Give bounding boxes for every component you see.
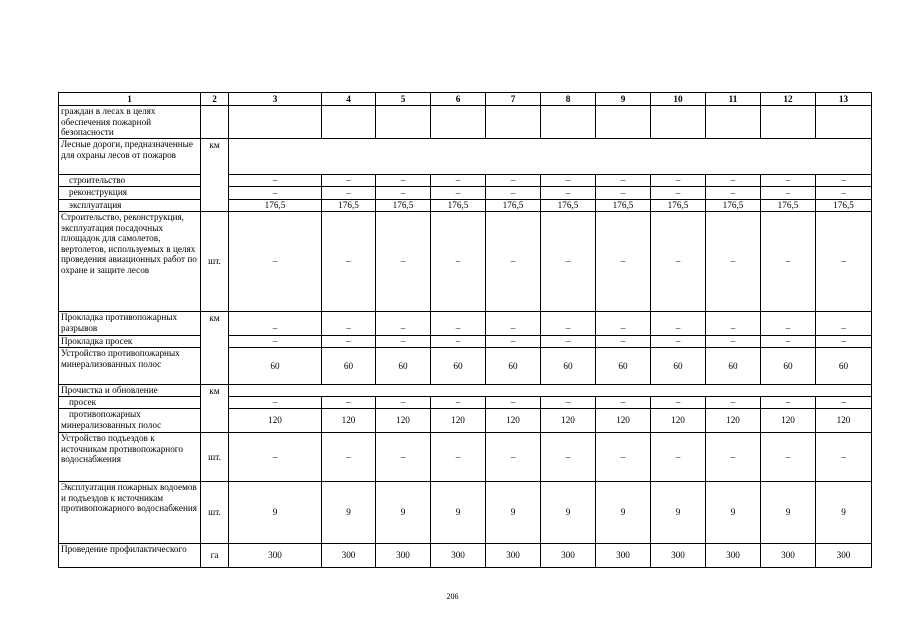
row-unit — [201, 200, 229, 212]
table-cell: – — [596, 312, 651, 336]
table-cell: – — [376, 212, 431, 312]
table-cell: 9 — [322, 482, 376, 544]
table-cell: – — [229, 312, 322, 336]
table-cell: 9 — [541, 482, 596, 544]
table-cell: 60 — [761, 348, 816, 385]
table-cell: – — [816, 187, 872, 200]
table-cell: – — [706, 187, 761, 200]
table-cell: 176,5 — [322, 200, 376, 212]
forest-fire-measures-table — [58, 92, 872, 568]
table-cell: – — [322, 433, 376, 482]
table-cell: 120 — [486, 409, 541, 433]
column-header: 9 — [596, 93, 651, 106]
table-cell: – — [706, 433, 761, 482]
row-unit: шт. — [201, 433, 229, 482]
row-unit: км — [201, 312, 229, 336]
table-cell: 120 — [596, 409, 651, 433]
table-cell: – — [486, 312, 541, 336]
table-cell: – — [322, 312, 376, 336]
table-row — [59, 409, 872, 433]
table-cell: 9 — [816, 482, 872, 544]
column-header: 5 — [376, 93, 431, 106]
row-name: граждан в лесах в целях обеспечения пожарной безопасности — [59, 106, 201, 139]
table-cell: – — [541, 433, 596, 482]
table-row — [59, 175, 872, 187]
table-cell: – — [706, 212, 761, 312]
table-cell: 300 — [486, 544, 541, 568]
table-cell: 120 — [541, 409, 596, 433]
header-row — [59, 93, 872, 106]
row-unit — [201, 397, 229, 409]
row-unit — [201, 348, 229, 385]
page-number: 206 — [446, 592, 459, 601]
table-cell: – — [706, 336, 761, 348]
column-header: 10 — [651, 93, 706, 106]
table-row — [59, 106, 872, 139]
table-cell: 300 — [229, 544, 322, 568]
table-cell: – — [322, 187, 376, 200]
table-cell: 300 — [376, 544, 431, 568]
table-cell: – — [229, 212, 322, 312]
row-unit — [201, 175, 229, 187]
table-cell: 300 — [596, 544, 651, 568]
table-cell: 176,5 — [541, 200, 596, 212]
row-name: Прочистка и обновление — [59, 385, 201, 397]
table-cell — [229, 106, 322, 139]
row-unit — [201, 336, 229, 348]
table-cell: – — [596, 212, 651, 312]
table-cell: – — [431, 397, 486, 409]
table-cell: – — [761, 433, 816, 482]
table-cell: 120 — [706, 409, 761, 433]
table-cell: 60 — [229, 348, 322, 385]
table-cell — [541, 106, 596, 139]
table-cell: – — [651, 187, 706, 200]
table-row — [59, 336, 872, 348]
row-name: Эксплуатация пожарных водоемов и подъездов к источникам противопожарного водоснабжения — [59, 482, 201, 544]
table-cell-merged — [229, 139, 872, 175]
table-cell: – — [816, 212, 872, 312]
table-cell: – — [706, 397, 761, 409]
table-cell: 120 — [761, 409, 816, 433]
row-name: Устройство противопожарных минерализованных полос — [59, 348, 201, 385]
table-cell: 60 — [322, 348, 376, 385]
table-row — [59, 385, 872, 397]
row-unit: км — [201, 385, 229, 397]
row-name: просек — [59, 397, 201, 409]
table-cell: 176,5 — [596, 200, 651, 212]
table-cell: – — [706, 312, 761, 336]
table-cell: – — [229, 175, 322, 187]
table-cell: 120 — [322, 409, 376, 433]
table-cell: – — [541, 212, 596, 312]
table-cell: 176,5 — [431, 200, 486, 212]
table-cell — [761, 106, 816, 139]
table-cell: 120 — [431, 409, 486, 433]
row-unit: км — [201, 139, 229, 175]
table-cell: 9 — [596, 482, 651, 544]
table-cell: – — [761, 175, 816, 187]
column-header: 12 — [761, 93, 816, 106]
row-name: Проведение профилактического — [59, 544, 201, 568]
table-cell: – — [486, 433, 541, 482]
table-cell: – — [816, 175, 872, 187]
table-cell: – — [376, 312, 431, 336]
table-cell: – — [651, 397, 706, 409]
table-cell: – — [431, 187, 486, 200]
table-cell: – — [322, 175, 376, 187]
table-cell: – — [322, 336, 376, 348]
table-cell: – — [376, 433, 431, 482]
table-cell: – — [651, 336, 706, 348]
row-name: реконструкция — [59, 187, 201, 200]
table-cell: 60 — [431, 348, 486, 385]
table-cell: 60 — [596, 348, 651, 385]
table-cell: 176,5 — [376, 200, 431, 212]
table-cell: – — [541, 397, 596, 409]
table-cell: – — [651, 212, 706, 312]
table-cell — [816, 106, 872, 139]
row-name: Устройство подъездов к источникам противопожарного водоснабжения — [59, 433, 201, 482]
row-name: эксплуатация — [59, 200, 201, 212]
table-cell: – — [596, 175, 651, 187]
row-name: Строительство, реконструкция, эксплуатация посадочных площадок для самолетов, вертолетов, используемых в целях проведения авиационных работ по охране и защите лесов — [59, 212, 201, 312]
table-cell: – — [816, 336, 872, 348]
table-row — [59, 482, 872, 544]
table-cell: – — [816, 312, 872, 336]
table-cell: 300 — [322, 544, 376, 568]
column-header: 3 — [229, 93, 322, 106]
table-cell — [651, 106, 706, 139]
table-cell: 60 — [706, 348, 761, 385]
table-cell: – — [541, 175, 596, 187]
table-cell: – — [431, 336, 486, 348]
row-name: Лесные дороги, предназначенные для охраны лесов от пожаров — [59, 139, 201, 175]
table-cell: 300 — [431, 544, 486, 568]
table-cell — [431, 106, 486, 139]
table-cell: – — [596, 397, 651, 409]
table-cell: – — [486, 397, 541, 409]
table-cell: – — [761, 187, 816, 200]
table-row — [59, 212, 872, 312]
row-unit: шт. — [201, 212, 229, 312]
table-cell: – — [376, 336, 431, 348]
table-cell: – — [229, 397, 322, 409]
table-cell: – — [596, 433, 651, 482]
row-unit — [201, 106, 229, 139]
table-cell: – — [706, 175, 761, 187]
table-cell: – — [651, 175, 706, 187]
table-cell: 60 — [486, 348, 541, 385]
table-cell: – — [322, 212, 376, 312]
table-cell: – — [376, 187, 431, 200]
table-row — [59, 544, 872, 568]
row-unit: шт. — [201, 482, 229, 544]
table-cell — [596, 106, 651, 139]
table-cell: – — [376, 175, 431, 187]
table-cell: 176,5 — [651, 200, 706, 212]
table-cell: – — [816, 397, 872, 409]
table-cell: – — [761, 312, 816, 336]
table-cell: – — [541, 336, 596, 348]
table-cell: – — [816, 433, 872, 482]
table-cell: – — [431, 212, 486, 312]
table-cell: – — [596, 187, 651, 200]
row-unit: га — [201, 544, 229, 568]
table-row — [59, 200, 872, 212]
table-cell: – — [431, 312, 486, 336]
table-cell: 176,5 — [486, 200, 541, 212]
table-cell: 176,5 — [229, 200, 322, 212]
table-cell: 300 — [651, 544, 706, 568]
table-cell: 9 — [376, 482, 431, 544]
table-cell: 176,5 — [816, 200, 872, 212]
table-cell: – — [376, 397, 431, 409]
table-cell: 9 — [706, 482, 761, 544]
column-header: 2 — [201, 93, 229, 106]
table-cell: 300 — [541, 544, 596, 568]
table-cell: – — [486, 212, 541, 312]
table-cell: 176,5 — [761, 200, 816, 212]
row-name: Прокладка просек — [59, 336, 201, 348]
column-header: 1 — [59, 93, 201, 106]
table-cell: 60 — [541, 348, 596, 385]
column-header: 11 — [706, 93, 761, 106]
table-cell: 9 — [651, 482, 706, 544]
row-unit — [201, 187, 229, 200]
table-cell: 300 — [816, 544, 872, 568]
table-cell — [376, 106, 431, 139]
column-header: 13 — [816, 93, 872, 106]
table-cell: – — [322, 397, 376, 409]
table-cell: – — [486, 187, 541, 200]
table-cell: – — [431, 175, 486, 187]
table-row — [59, 433, 872, 482]
table-cell: – — [761, 336, 816, 348]
table-cell: – — [541, 312, 596, 336]
table-cell: – — [541, 187, 596, 200]
column-header: 4 — [322, 93, 376, 106]
table-cell — [486, 106, 541, 139]
table-cell: 60 — [651, 348, 706, 385]
table-row — [59, 312, 872, 336]
table-cell: – — [229, 336, 322, 348]
row-name: противопожарных минерализованных полос — [59, 409, 201, 433]
row-name: строительство — [59, 175, 201, 187]
table-cell: 120 — [376, 409, 431, 433]
table-cell: 9 — [229, 482, 322, 544]
table-cell: 176,5 — [706, 200, 761, 212]
table-cell: – — [651, 433, 706, 482]
table-row — [59, 139, 872, 175]
column-header: 8 — [541, 93, 596, 106]
table-cell: 120 — [816, 409, 872, 433]
table-cell: – — [486, 336, 541, 348]
table-cell: 9 — [431, 482, 486, 544]
table-row — [59, 348, 872, 385]
table-cell: – — [596, 336, 651, 348]
table-cell: 300 — [761, 544, 816, 568]
table-cell: – — [486, 175, 541, 187]
column-header: 7 — [486, 93, 541, 106]
table-cell: 120 — [651, 409, 706, 433]
table-cell: 60 — [816, 348, 872, 385]
row-unit — [201, 409, 229, 433]
table-cell: – — [229, 433, 322, 482]
table-cell-merged — [229, 385, 872, 397]
table-cell — [706, 106, 761, 139]
table-cell: 9 — [761, 482, 816, 544]
table-row — [59, 397, 872, 409]
table-cell: 120 — [229, 409, 322, 433]
table-cell — [322, 106, 376, 139]
table-cell: – — [761, 212, 816, 312]
row-name: Прокладка противопожарных разрывов — [59, 312, 201, 336]
table-cell: 300 — [706, 544, 761, 568]
table-row — [59, 187, 872, 200]
table-cell: – — [761, 397, 816, 409]
table-cell: – — [229, 187, 322, 200]
table-cell: 9 — [486, 482, 541, 544]
table-cell: 60 — [376, 348, 431, 385]
table-cell: – — [651, 312, 706, 336]
table-cell: – — [431, 433, 486, 482]
column-header: 6 — [431, 93, 486, 106]
